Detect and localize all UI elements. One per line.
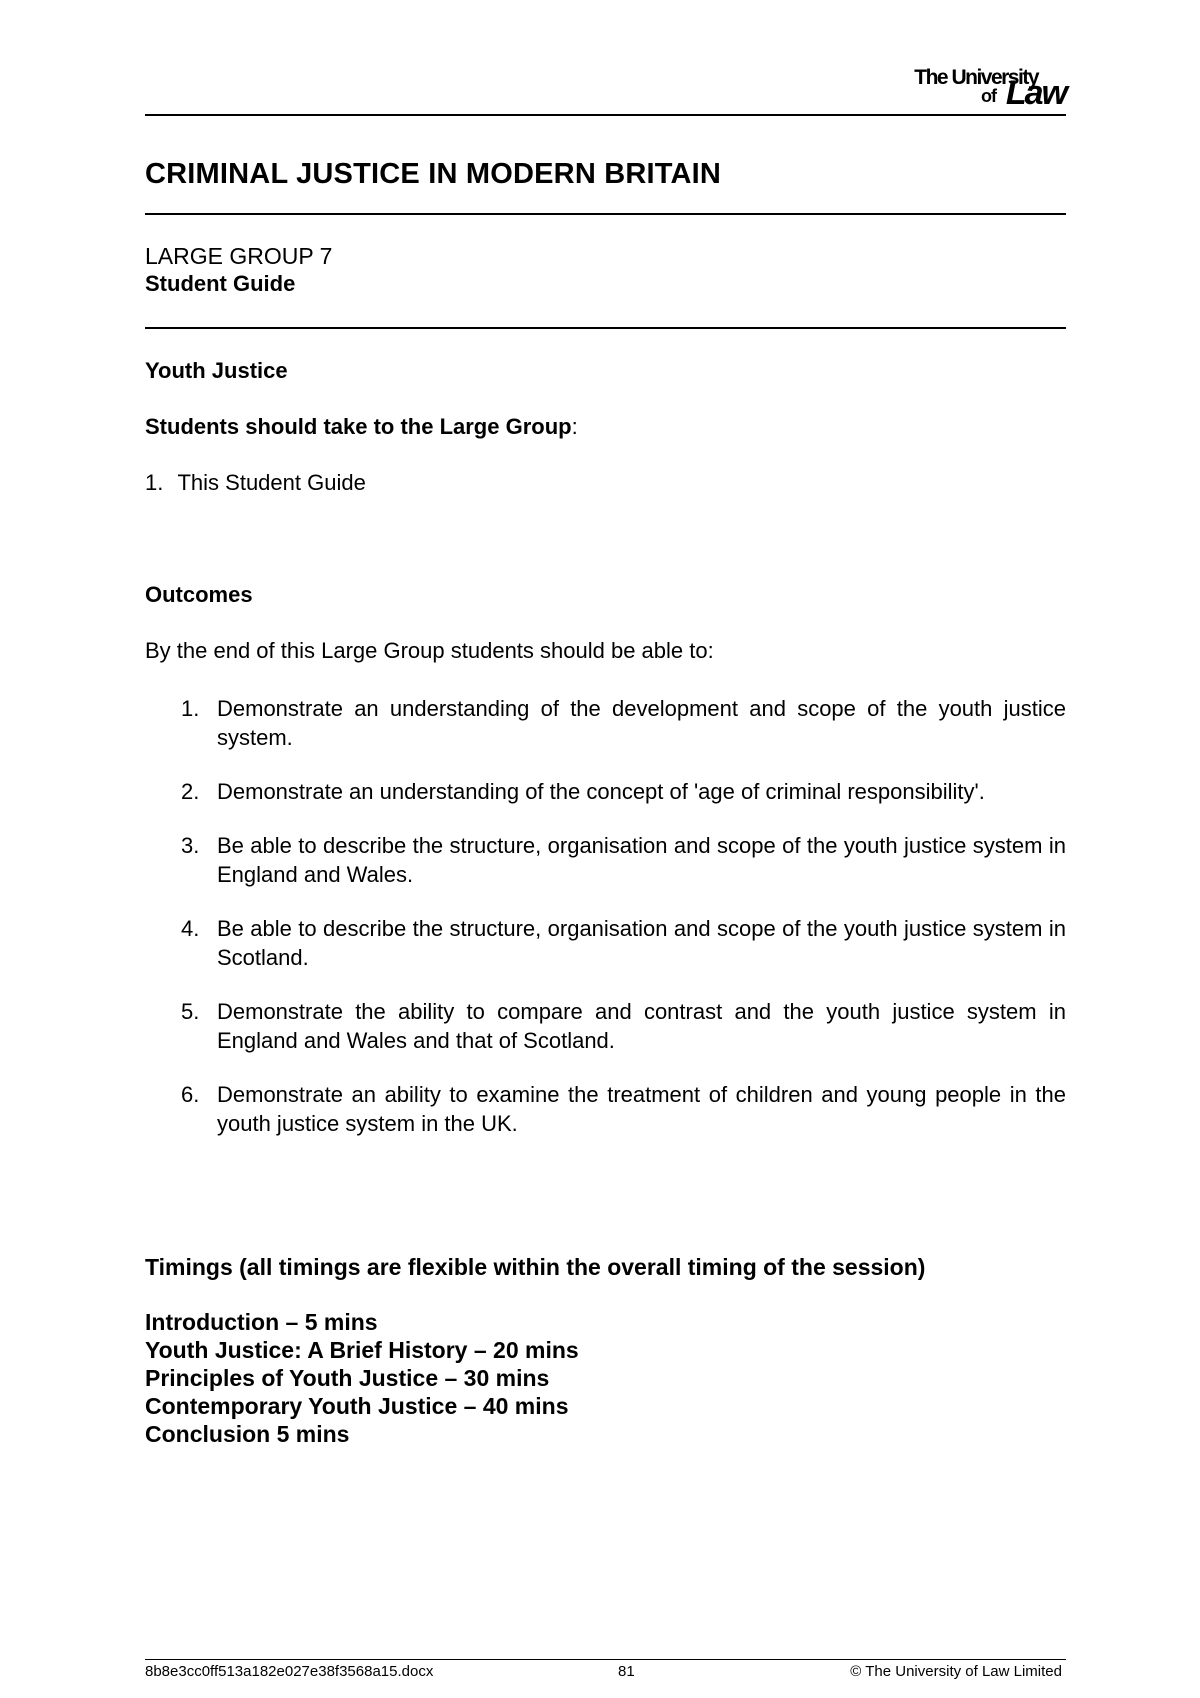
outcome-number: 4. xyxy=(181,916,200,941)
outcome-text: Demonstrate an ability to examine the treatment of children and young people in the youth justice system in the UK. xyxy=(217,1082,1066,1136)
outcome-item xyxy=(145,997,1066,1055)
take-colon: : xyxy=(571,414,578,439)
take-heading-line xyxy=(145,414,578,440)
outcome-text: Demonstrate the ability to compare and contrast and the youth justice system in England and Wales and that of Scotland. xyxy=(217,999,1066,1053)
outcome-number: 1. xyxy=(181,696,200,721)
timing-item: Youth Justice: A Brief History – 20 mins xyxy=(145,1337,579,1363)
timing-item: Principles of Youth Justice – 30 mins xyxy=(145,1365,550,1391)
document-title: CRIMINAL JUSTICE IN MODERN BRITAIN xyxy=(145,158,722,190)
take-heading: Students should take to the Large Group xyxy=(145,414,572,439)
title-rule xyxy=(145,213,1066,215)
timing-item: Introduction – 5 mins xyxy=(145,1309,378,1335)
logo-text-university: The University xyxy=(914,66,1038,89)
footer-copyright: © The University of Law Limited xyxy=(850,1663,1062,1680)
timings-list xyxy=(145,1308,579,1448)
outcome-number: 5. xyxy=(181,999,200,1024)
outcome-text: Be able to describe the structure, organisation and scope of the youth justice system in Scotland. xyxy=(217,916,1066,970)
footer-rule xyxy=(145,1659,1066,1660)
outcome-number: 2. xyxy=(181,779,200,804)
session-rule xyxy=(145,327,1066,329)
outcome-text: Demonstrate an understanding of the concept of 'age of criminal responsibility'. xyxy=(217,779,985,804)
outcome-item xyxy=(145,831,1066,889)
outcome-number: 3. xyxy=(181,833,200,858)
outcome-item xyxy=(145,694,1066,752)
outcomes-heading: Outcomes xyxy=(145,582,253,607)
logo-text-of: of xyxy=(981,86,996,106)
timings-heading: Timings (all timings are flexible within the overall timing of the session) xyxy=(145,1254,926,1280)
outcome-item xyxy=(145,914,1066,972)
outcome-text: Be able to describe the structure, organisation and scope of the youth justice system in England and Wales. xyxy=(217,833,1066,887)
take-item-text: This Student Guide xyxy=(177,470,366,495)
session-group: LARGE GROUP 7 xyxy=(145,243,333,269)
timing-item: Contemporary Youth Justice – 40 mins xyxy=(145,1393,569,1419)
header-rule xyxy=(145,114,1066,116)
take-item-number: 1. xyxy=(145,470,164,495)
outcome-text: Demonstrate an understanding of the development and scope of the youth justice system. xyxy=(217,696,1066,750)
outcome-number: 6. xyxy=(181,1082,200,1107)
outcome-item xyxy=(145,1080,1066,1138)
outcomes-intro: By the end of this Large Group students should be able to: xyxy=(145,638,714,663)
session-guide: Student Guide xyxy=(145,271,296,296)
logo-text-law: Law xyxy=(1005,74,1066,112)
footer-page-number: 81 xyxy=(618,1663,635,1680)
university-logo xyxy=(856,64,1066,112)
timing-item: Conclusion 5 mins xyxy=(145,1421,350,1447)
outcomes-list xyxy=(145,694,1066,1163)
outcome-item xyxy=(145,777,1066,806)
take-list-item xyxy=(145,470,366,496)
footer-filename: 8b8e3cc0ff513a182e027e38f3568a15.docx xyxy=(145,1663,434,1680)
topic-heading: Youth Justice xyxy=(145,358,288,383)
